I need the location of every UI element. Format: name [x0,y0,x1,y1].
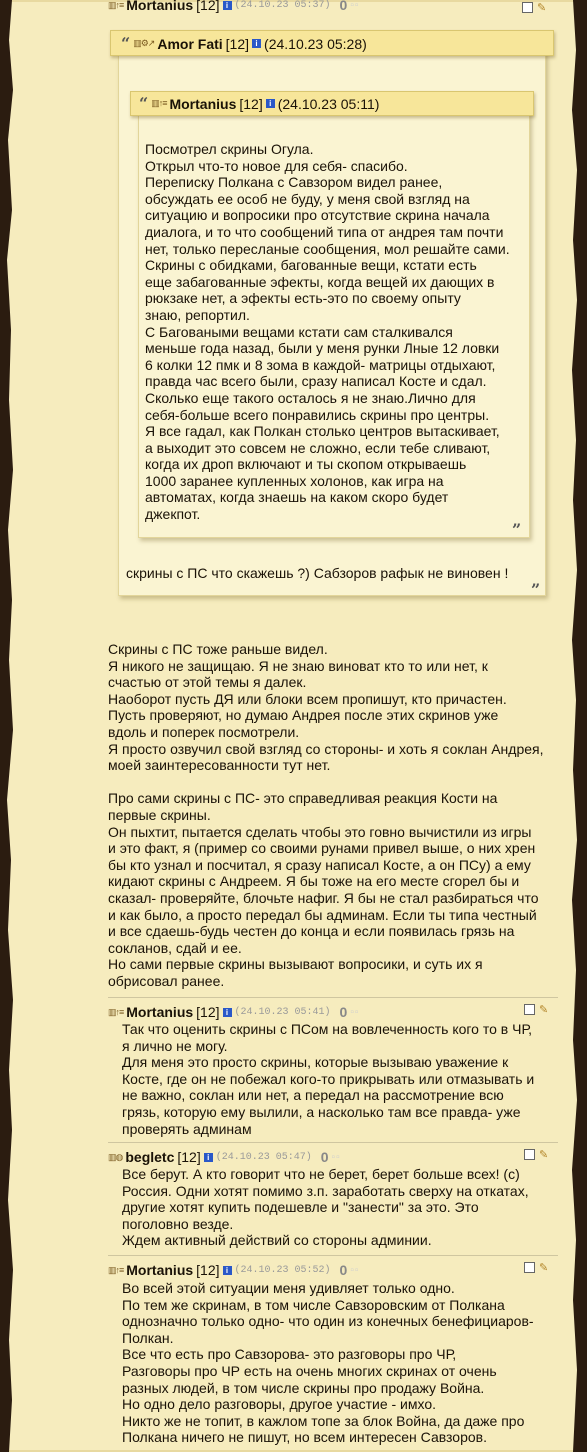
reply-text: Все берут. А кто говорит что не берет, берет больше всех! (с) Россия. Одни хотят помимо з.п. заработать сверху на откатах, другие хотят купить подешевле и "занести" за это. Это поголовно везде. Ждем активный действий со стороны админии. [122,1166,529,1249]
quote-time: (24.10.23 05:28) [264,35,367,52]
quote-outer-text: скрины с ПС что скажешь ?) Сабзоров рафык не виновен ! [126,565,509,581]
rank-icons: ▥↑≡ [108,0,124,10]
author-level: [12] [196,1004,220,1020]
vote-buttons[interactable]: ▫▫ [331,1151,341,1163]
reply-text: Во всей этой ситуации меня удивляет только одно. По тем же скринам, в том числе Савзоровским от Полкана однозначно только одно- что один из конечных бенефициаров- Полкан. Все что есть про Савзорова- это разговоры про ЧР, Разговоры про ЧР есть на очень многих скринах от очень разных людей, в том числе скрины про продажу Война. Но одно дело разговоры, другое участие - имхо. Никто же не топит, в кажлом топе за блок Война, да даже про Полкана ничего не пишут, но всем интересен Савзоров. [122,1280,534,1446]
reply-divider [108,1142,558,1143]
vote-buttons[interactable]: ▫▫ [350,0,360,11]
info-icon[interactable]: i [223,1,232,10]
torn-edge-left [4,0,18,1452]
post-score: 0 [339,0,348,13]
reply-text: Так что оценить скрины с ПСом на вовлеченность кого то в ЧР, я лично не могу. Для меня это просто скрины, которые вызываю уважение к Косте, где он не побежал кого-то прикрывать или отмазывать и не важно, соклан или нет, а передал на рассмотрение всю грязь, которую ему вылили, а насколько там все правда- уже проверять админам [122,1021,535,1137]
quote-author-name[interactable]: Amor Fati [157,35,223,52]
select-checkbox-icon[interactable] [522,2,533,13]
reply-icon[interactable]: ✎ [539,1262,549,1274]
reply-header [108,1262,359,1278]
author-name[interactable]: begletc [125,1149,175,1165]
post-time: (24.10.23 05:41) [234,1006,331,1018]
open-quote-icon: “ [139,94,149,113]
post-body: Скрины с ПС тоже раньше видел. Я никого не защищаю. Я не знаю виноват кто то или нет, к счастью от этой темы я далек. Наоборот пусть ДЯ или блоки всем пропишут, кто причастен. Пусть проверяют, но думаю Андрея после этих скринов уже вдоль и поперек посмотрели. Я просто озвучил свой взгляд со стороны- и хоть я соклан Андрея, моей заинтересованности тут нет. Про сами скрины с ПС- это справедливая реакция Кости на первые скрины. Он пыхтит, пытается сделать чтобы это говно вычистили из игры и это факт, я (пример со своими рунами привел выше, о них хрен бы кто узнал и посчитал, я сразу написал Косте, а он ПСу) а ему кидают скрины с Андреем. Я бы тоже на его месте сгорел бы и сказал- проверяйте, блочьте нафиг. Я бы не стал разбираться что и как было, а просто передал бы админам. Если ты типа честный и все сдаешь-будь честен до конца и если появилась грязь на сокланов, сдай и ее. Но сами первые скрины вызывают вопросики, и суть их я обрисовал ранее. [108,641,544,989]
reply-icon[interactable]: ✎ [537,2,547,14]
select-checkbox-icon[interactable] [524,1149,535,1160]
reply-icon[interactable]: ✎ [539,1004,549,1016]
post-tools [524,1148,548,1161]
author-level: [12] [196,0,220,13]
info-icon[interactable]: i [266,99,275,108]
reply-divider [108,997,558,998]
post-tools [524,1261,548,1274]
quote-time: (24.10.23 05:11) [277,95,380,112]
info-icon[interactable]: i [223,1008,232,1017]
quote-inner-header [139,94,379,113]
post-tools [522,1,546,14]
info-icon[interactable]: i [223,1266,232,1275]
post-tools [524,1003,548,1016]
quote-author-level: [12] [225,35,250,52]
vote-buttons[interactable]: ▫▫ [350,1006,360,1018]
close-quote-icon: ” [512,520,522,539]
author-name[interactable]: Mortanius [126,1004,194,1020]
info-icon[interactable]: i [204,1153,213,1162]
post-time: (24.10.23 05:52) [234,1264,331,1276]
reply-header [108,1004,359,1020]
quote-author-name[interactable]: Mortanius [169,95,237,112]
vote-buttons[interactable]: ▫▫ [350,1264,360,1276]
quote-inner-text: Посмотрел скрины Огула. Открыл что-то новое для себя- спасибо. Переписку Полкана с Савзором видел ранее, обсуждать ее особ не буду, у меня свой взгляд на ситуацию и вопросики про отсутствие скрина начала диалога, и то что сообщений типа от андрея там почти нет, только пересланые сообщения, мол решайте сами. Скрины с обидками, багованные вещи, кстати есть еще забагованные эфекты, когда вещей их дающих в рюкзаке нет, а эфекты есть-это по своему опыту знаю, репортил. С Баговаными вещами кстати сам сталкивался меньше года назад, были у меня рунки Лные 12 ловки 6 колки 12 пмк и 8 зома в каждой- матрицы отдыхают, правда час всего были, сразу написал Косте и сдал. Сколько еще такого осталось я не знаю.Лично для себя-больше всего понравились скрины про центры. Я все гадал, как Полкан столько центров вытаскивает, а выходит это совсем не сложно, если тебе сливают, когда их дроп включают и ты скопом открываешь 1000 заранее купленных холонов, как игра на автоматах, когда знаешь на каком скоро будет джекпот. [145,141,510,523]
quote-outer-header [121,34,367,53]
close-quote-icon: ” [531,580,541,599]
reply-icon[interactable]: ✎ [539,1149,549,1161]
rank-icons: ▥⚙↗ [133,38,155,48]
post-time: (24.10.23 05:37) [234,0,331,11]
rank-icons: ▥◍ [108,1151,123,1162]
reply-header [108,1149,341,1165]
author-name[interactable]: Mortanius [126,1262,194,1278]
post-score: 0 [339,1004,348,1020]
info-icon[interactable]: i [252,39,261,48]
rank-icons: ▥↑≡ [108,1264,124,1275]
rank-icons: ▥↑≡ [151,98,167,108]
post-score: 0 [339,1262,348,1278]
author-level: [12] [196,1262,220,1278]
post-header [108,0,359,13]
rank-icons: ▥↑≡ [108,1006,124,1017]
quote-author-level: [12] [239,95,263,112]
author-name[interactable]: Mortanius [126,0,194,13]
select-checkbox-icon[interactable] [524,1262,535,1273]
select-checkbox-icon[interactable] [524,1004,535,1015]
post-score: 0 [320,1149,329,1165]
post-time: (24.10.23 05:47) [215,1151,312,1163]
open-quote-icon: “ [121,34,131,53]
reply-divider [108,1255,558,1256]
author-level: [12] [177,1149,201,1165]
